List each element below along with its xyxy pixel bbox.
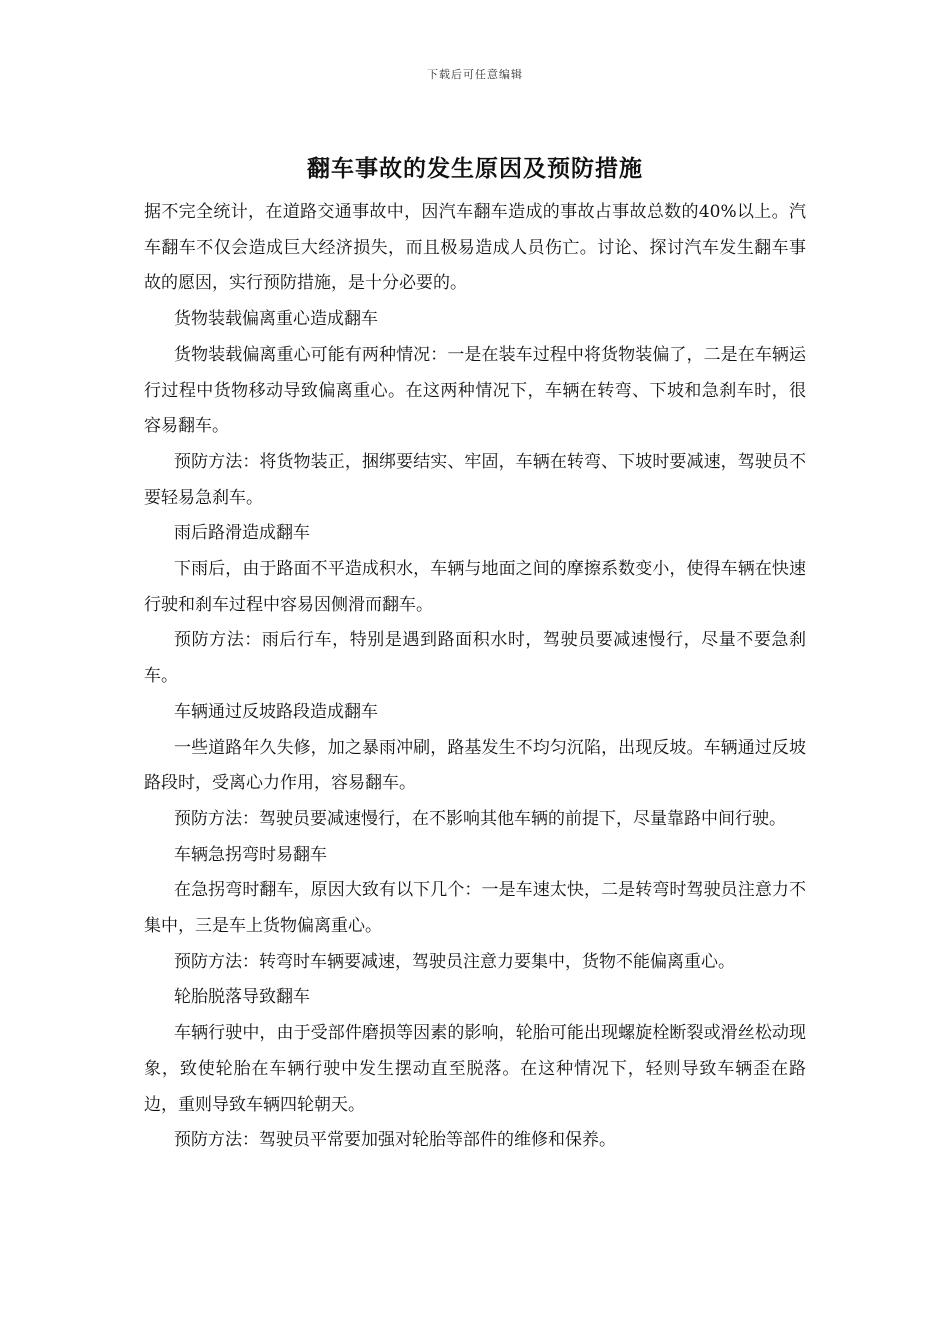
- paragraph-cargo-prevention: 预防方法：将货物装正，捆绑要结实、牢固，车辆在转弯、下坡时要减速，驾驶员不要轻易急刹车。: [144, 451, 806, 508]
- section-heading-reverse-slope: 车辆通过反坡路段造成翻车: [174, 701, 378, 722]
- section-heading-sharp-turn: 车辆急拐弯时易翻车: [174, 844, 327, 865]
- page-title: 翻车事故的发生原因及预防措施: [307, 156, 643, 182]
- section-heading-rain: 雨后路滑造成翻车: [174, 523, 310, 544]
- paragraph-rain-cause: 下雨后，由于路面不平造成积水，车辆与地面之间的摩擦系数变小，使得车辆在快速行驶和刹车过程中容易因侧滑而翻车。: [144, 559, 806, 615]
- paragraph-sharp-turn-cause: 在急拐弯时翻车，原因大致有以下几个：一是车速太快，二是转弯时驾驶员注意力不集中，三是车上货物偏离重心。: [144, 880, 806, 937]
- paragraph-rain-prevention: 预防方法：雨后行车，特别是遇到路面积水时，驾驶员要减速慢行，尽量不要急刹车。: [144, 630, 806, 687]
- section-heading-cargo: 货物装载偏离重心造成翻车: [174, 309, 378, 330]
- paragraph-reverse-slope-prevention: 预防方法：驾驶员要减速慢行，在不影响其他车辆的前提下，尽量靠路中间行驶。: [174, 808, 786, 829]
- header-note: 下载后可任意编辑: [427, 68, 523, 81]
- paragraph-cargo-cause: 货物装载偏离重心可能有两种情况：一是在装车过程中将货物装偏了，二是在车辆运行过程中货物移动导致偏离重心。在这两种情况下，车辆在转弯、下坡和急刹车时，很容易翻车。: [144, 344, 806, 437]
- paragraph-intro: 据不完全统计，在道路交通事故中，因汽车翻车造成的事故占事故总数的40%以上。汽车翻车不仅会造成巨大经济损失，而且极易造成人员伤亡。讨论、探讨汽车发生翻车事故的愿因，实行预防措施，是十分必要的。: [144, 202, 806, 294]
- paragraph-reverse-slope-cause: 一些道路年久失修，加之暴雨冲刷，路基发生不均匀沉陷，出现反坡。车辆通过反坡路段时，受离心力作用，容易翻车。: [144, 737, 806, 794]
- paragraph-tire-prevention: 预防方法：驾驶员平常要加强对轮胎等部件的维修和保养。: [174, 1130, 616, 1151]
- paragraph-sharp-turn-prevention: 预防方法：转弯时车辆要减速，驾驶员注意力要集中，货物不能偏离重心。: [174, 951, 735, 972]
- section-heading-tire: 轮胎脱落导致翻车: [174, 987, 310, 1008]
- document-body: [144, 195, 806, 1159]
- paragraph-tire-cause: 车辆行驶中，由于受部件磨损等因素的影响，轮胎可能出现螺旋栓断裂或滑丝松动现象，致使轮胎在车辆行驶中发生摆动直至脱落。在这种情况下，轻则导致车辆歪在路边，重则导致车辆四轮朝天。: [144, 1023, 806, 1115]
